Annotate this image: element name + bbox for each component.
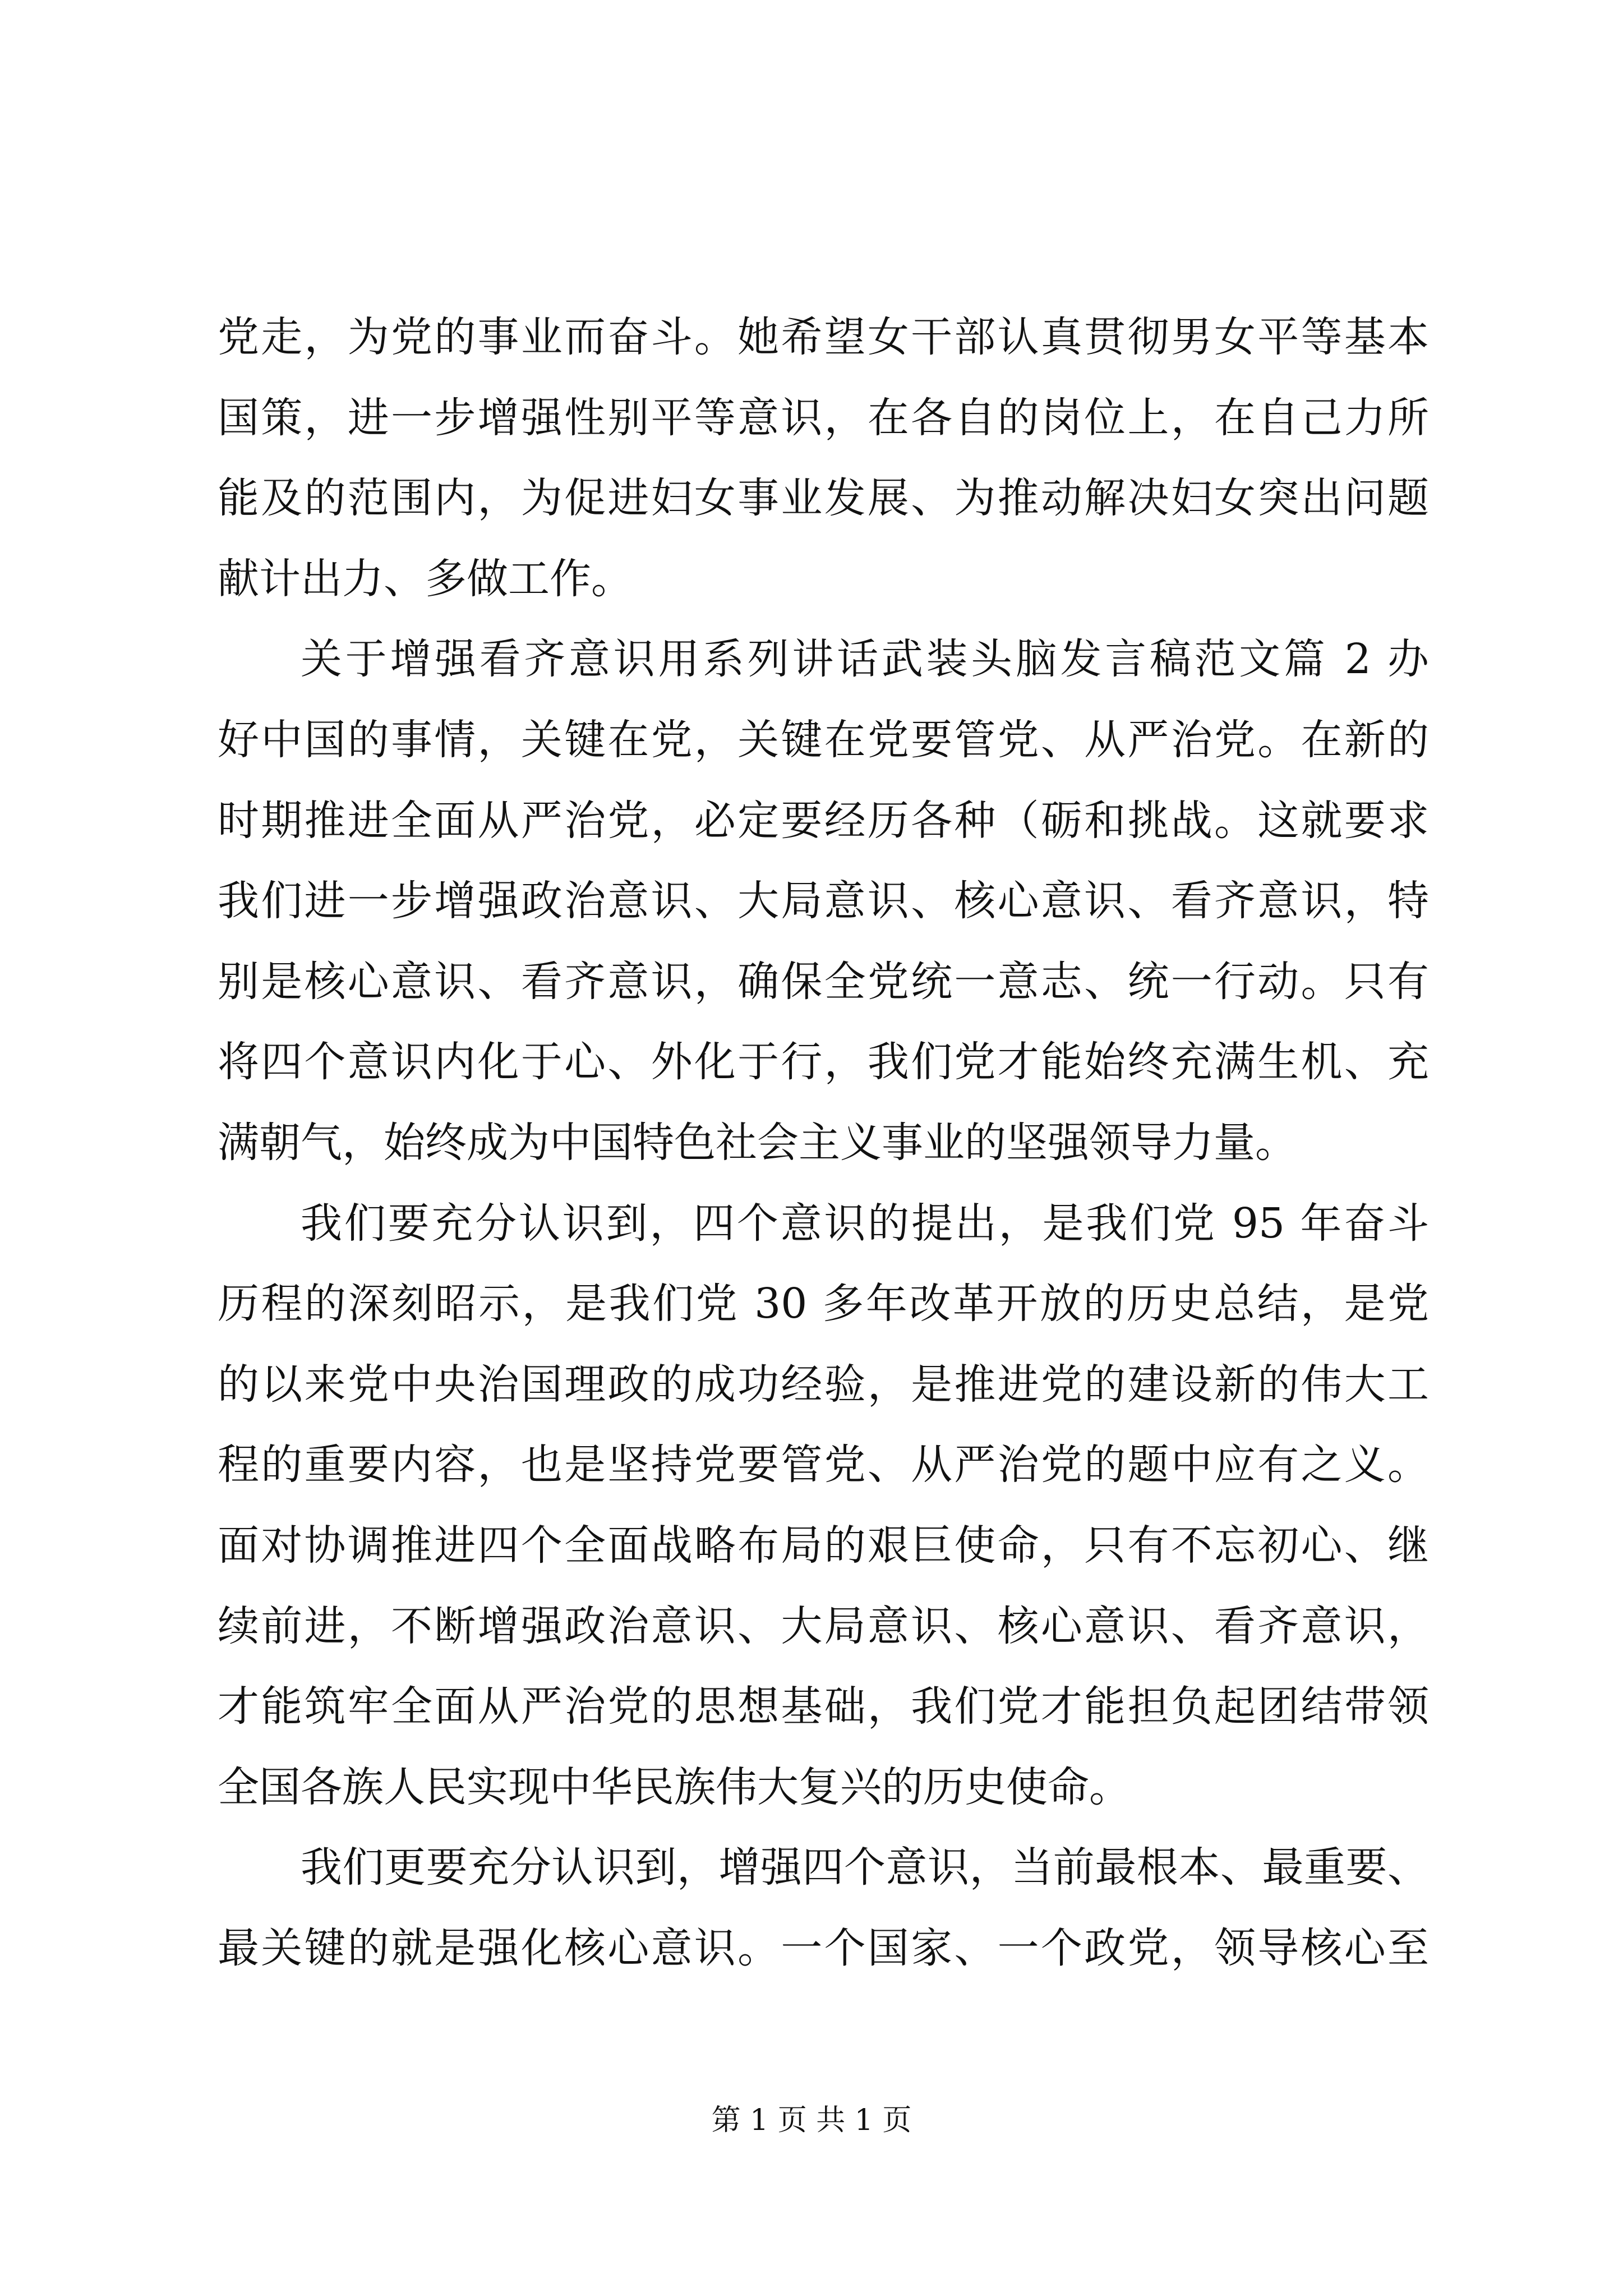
text-line: 满朝气，始终成为中国特色社会主义事业的坚强领导力量。 [218, 1118, 1297, 1167]
text-line: 时期推进全面从严治党，必定要经历各种（砺和挑战。这就要求 [218, 796, 1429, 845]
text-line: 才能筑牢全面从严治党的思想基础，我们党才能担负起团结带领 [218, 1682, 1429, 1731]
text-line: 的以来党中央治国理政的成功经验，是推进党的建设新的伟大工 [218, 1360, 1429, 1409]
text-line: 将四个意识内化于心、外化于行，我们党才能始终充满生机、充 [218, 1038, 1429, 1087]
text-line: 国策，进一步增强性别平等意识，在各自的岗位上，在自己力所 [218, 393, 1429, 442]
text-line: 历程的深刻昭示，是我们党 30 多年改革开放的历史总结，是党 [218, 1280, 1429, 1328]
text-line: 关于增强看齐意识用系列讲话武装头脑发言稿范文篇 2 办 [301, 635, 1429, 684]
text-line: 我们进一步增强政治意识、大局意识、核心意识、看齐意识，特 [218, 877, 1429, 926]
text-line: 全国各族人民实现中华民族伟大复兴的历史使命。 [218, 1763, 1131, 1811]
text-line: 最关键的就是强化核心意识。一个国家、一个政党，领导核心至 [218, 1924, 1429, 1972]
text-line: 献计出力、多做工作。 [218, 554, 633, 603]
text-line: 党走，为党的事业而奋斗。她希望女干部认真贯彻男女平等基本 [218, 313, 1429, 361]
text-line: 我们要充分认识到，四个意识的提出，是我们党 95 年奋斗 [301, 1199, 1429, 1248]
text-line: 我们更要充分认识到，增强四个意识，当前最根本、最重要、 [301, 1843, 1429, 1892]
text-line: 续前进，不断增强政治意识、大局意识、核心意识、看齐意识， [218, 1602, 1429, 1650]
page-number-label: 第 1 页 共 1 页 [711, 2104, 912, 2137]
text-line: 别是核心意识、看齐意识，确保全党统一意志、统一行动。只有 [218, 957, 1429, 1006]
body-text [218, 297, 1429, 1989]
text-line: 程的重要内容，也是坚持党要管党、从严治党的题中应有之义。 [218, 1441, 1429, 1489]
text-line: 能及的范围内，为促进妇女事业发展、为推动解决妇女突出问题 [218, 474, 1429, 523]
page-footer [0, 2098, 1623, 2143]
text-line: 好中国的事情，关键在党，关键在党要管党、从严治党。在新的 [218, 715, 1429, 764]
text-line: 面对协调推进四个全面战略布局的艰巨使命，只有不忘初心、继 [218, 1521, 1429, 1570]
